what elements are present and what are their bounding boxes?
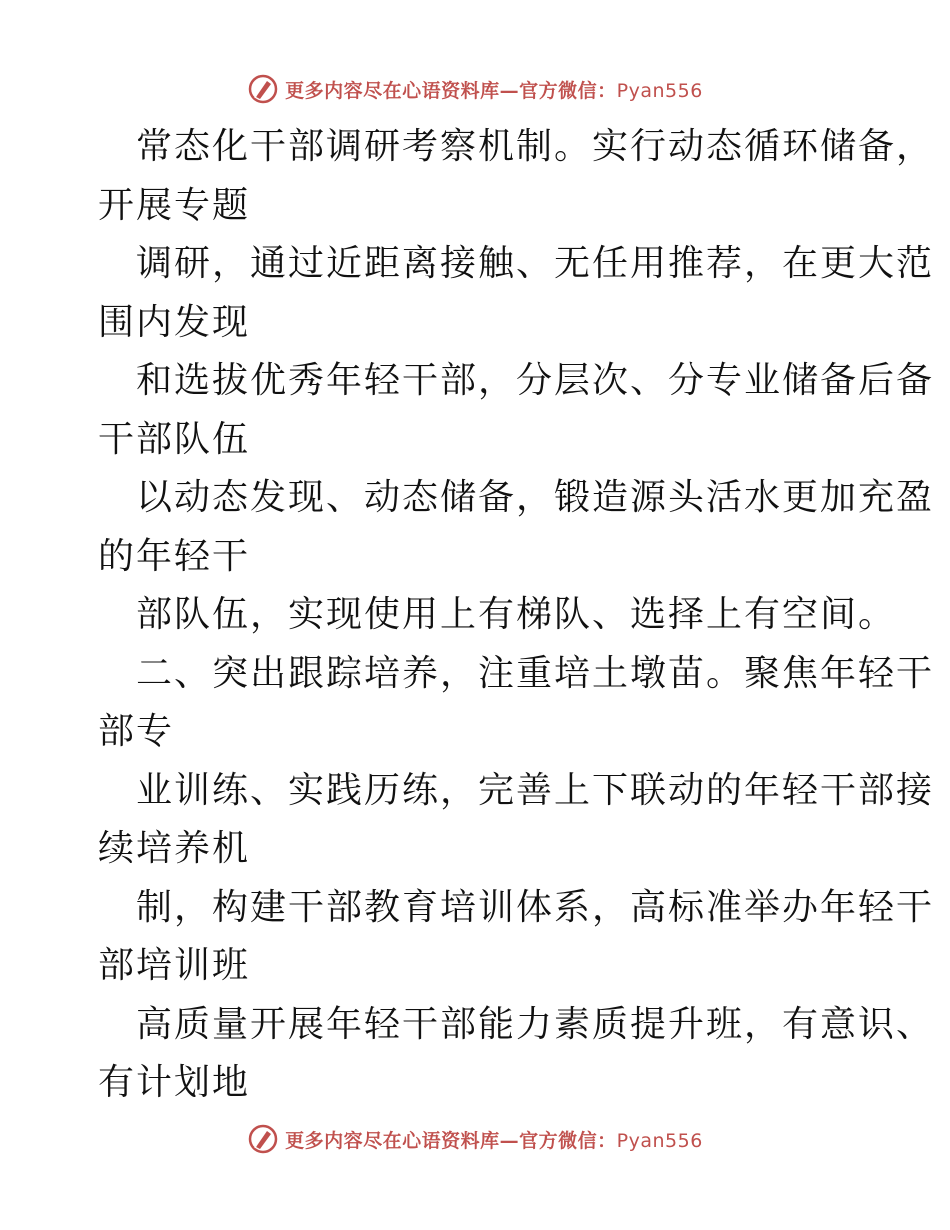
header-banner bbox=[0, 72, 950, 106]
text-line: 和选拔优秀年轻干部，分层次、分专业储备后备 bbox=[136, 360, 935, 401]
text-line: 以动态发现、动态储备，锻造源头活水更加充盈 bbox=[136, 477, 935, 518]
footer-banner bbox=[0, 1122, 950, 1156]
footer-banner-text: 更多内容尽在心语资料库—官方微信：Pyan556 bbox=[285, 1129, 703, 1152]
text-line: 的年轻干 bbox=[98, 535, 251, 577]
text-line: 干部队伍 bbox=[98, 418, 251, 460]
text-line: 高质量开展年轻干部能力素质提升班，有意识、 bbox=[136, 1003, 935, 1045]
text-line: 调研，通过近距离接触、无任用推荐，在更大范 bbox=[136, 243, 935, 284]
text-line: 业训练、实践历练，完善上下联动的年轻干部接 bbox=[136, 769, 935, 811]
text-line: 部队伍，实现使用上有梯队、选择上有空间。 bbox=[136, 594, 897, 635]
text-line: 常态化干部调研考察机制。实行动态循环储备， bbox=[136, 126, 935, 167]
text-line: 续培养机 bbox=[98, 828, 251, 869]
text-line: 部专 bbox=[98, 711, 175, 752]
quill-pen-logo-icon bbox=[247, 1123, 279, 1155]
text-line: 开展专题 bbox=[98, 184, 251, 226]
text-line: 有计划地 bbox=[98, 1062, 251, 1103]
text-line: 部培训班 bbox=[98, 945, 251, 986]
text-line: 二、突出跟踪培养，注重培土墩苗。聚焦年轻干 bbox=[136, 652, 935, 694]
header-banner-text: 更多内容尽在心语资料库—官方微信：Pyan556 bbox=[285, 79, 703, 102]
text-line: 围内发现 bbox=[98, 301, 251, 343]
text-line: 制，构建干部教育培训体系，高标准举办年轻干 bbox=[136, 886, 935, 928]
quill-pen-logo-icon bbox=[247, 73, 279, 105]
body-text bbox=[98, 118, 935, 1113]
